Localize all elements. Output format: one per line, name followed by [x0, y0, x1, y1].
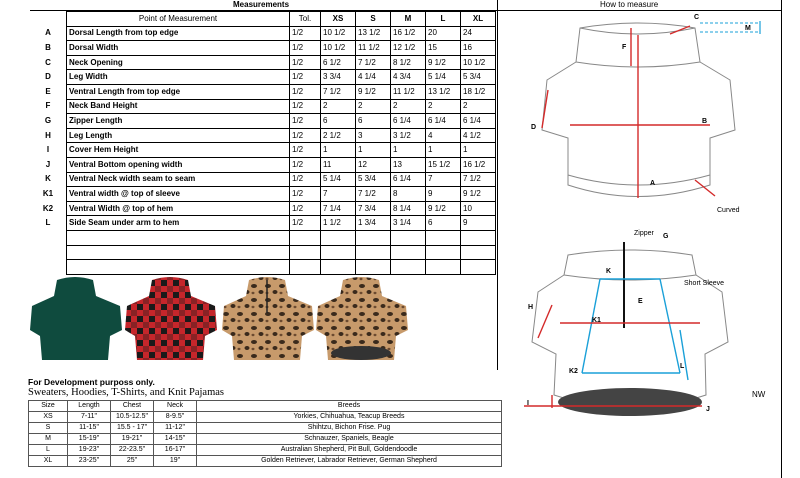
- column-header: M: [391, 12, 426, 27]
- row-letter: L: [30, 216, 67, 231]
- size-cell-breeds: Golden Retriever, Labrador Retriever, German Shepherd: [197, 456, 502, 467]
- cell-m: 11 1/2: [391, 84, 426, 99]
- row-letter: C: [30, 55, 67, 70]
- table-row: [30, 26, 496, 41]
- row-letter: K2: [30, 201, 67, 216]
- column-header: Point of Measurement: [67, 12, 290, 27]
- label-h: H: [528, 304, 534, 311]
- cell-s: 9 1/2: [356, 84, 391, 99]
- development-subtitle: Sweaters, Hoodies, T-Shirts, and Knit Pajamas: [28, 387, 224, 398]
- right-border: [781, 0, 782, 478]
- cell-xl: 1: [461, 143, 496, 158]
- how-to-measure-header: How to measure: [600, 0, 659, 9]
- row-letter: K: [30, 172, 67, 187]
- size-cell-length: 11-15": [68, 423, 111, 434]
- table-row: [30, 84, 496, 99]
- cell-point: Neck Band Height: [67, 99, 290, 114]
- cell-m: 8 1/2: [391, 55, 426, 70]
- cell-tol: 1/2: [290, 114, 321, 129]
- row-letter: E: [30, 84, 67, 99]
- cell-tol: 1/2: [290, 201, 321, 216]
- cell-l: 1: [426, 143, 461, 158]
- cell-s: 1: [356, 143, 391, 158]
- table-row: [30, 128, 496, 143]
- row-letter: B: [30, 41, 67, 56]
- cell-l: 15 1/2: [426, 157, 461, 172]
- label-d: D: [531, 124, 537, 131]
- cell-m: 8: [391, 187, 426, 202]
- divider-line: [497, 0, 498, 370]
- cell-xl: 6 1/4: [461, 114, 496, 129]
- label-e: E: [638, 298, 643, 305]
- cell-xs: 1 1/2: [321, 216, 356, 231]
- size-cell-size: S: [29, 423, 68, 434]
- cell-s: 7 1/2: [356, 187, 391, 202]
- cell-point: Zipper Length: [67, 114, 290, 129]
- cell-m: 16 1/2: [391, 26, 426, 41]
- empty-row: [30, 230, 496, 245]
- table-row: [30, 99, 496, 114]
- cell-m: 2: [391, 99, 426, 114]
- size-column-header: Size: [29, 401, 68, 412]
- cell-xs: 7 1/4: [321, 201, 356, 216]
- size-cell-size: M: [29, 434, 68, 445]
- dorsal-diagram: [520, 10, 780, 225]
- cell-point: Neck Opening: [67, 55, 290, 70]
- table-row: [30, 70, 496, 85]
- row-letter: I: [30, 143, 67, 158]
- cell-xs: 6 1/2: [321, 55, 356, 70]
- size-cell-breeds: Schnauzer, Spaniels, Beagle: [197, 434, 502, 445]
- measure-line-h: [538, 305, 552, 338]
- cell-m: 13: [391, 157, 426, 172]
- label-b: B: [702, 118, 708, 125]
- size-cell-neck: 8-9.5": [154, 412, 197, 423]
- column-header: XL: [461, 12, 496, 27]
- label-k2: K2: [569, 368, 578, 375]
- cell-xl: 16 1/2: [461, 157, 496, 172]
- row-letter: K1: [30, 187, 67, 202]
- label-g: G: [663, 233, 669, 240]
- label-curved: Curved: [717, 207, 740, 214]
- cell-s: 7 3/4: [356, 201, 391, 216]
- row-letter: A: [30, 26, 67, 41]
- cell-m: 4 3/4: [391, 70, 426, 85]
- cell-l: 20: [426, 26, 461, 41]
- row-letter: H: [30, 128, 67, 143]
- cell-tol: 1/2: [290, 157, 321, 172]
- cell-xs: 7 1/2: [321, 84, 356, 99]
- cell-l: 15: [426, 41, 461, 56]
- size-row: [29, 445, 502, 456]
- cell-l: 4: [426, 128, 461, 143]
- label-m: M: [745, 25, 751, 32]
- cell-l: 2: [426, 99, 461, 114]
- cell-tol: 1/2: [290, 55, 321, 70]
- label-zipper: Zipper: [634, 230, 654, 237]
- label-k: K: [606, 268, 612, 275]
- cell-s: 3: [356, 128, 391, 143]
- cell-xs: 1: [321, 143, 356, 158]
- measurements-header: Measurements: [233, 0, 290, 9]
- cell-m: 6 1/4: [391, 172, 426, 187]
- cell-xl: 10 1/2: [461, 55, 496, 70]
- size-cell-breeds: Shihtzu, Bichon Frise. Pug: [197, 423, 502, 434]
- size-cell-chest: 15.5 - 17": [111, 423, 154, 434]
- cell-xs: 10 1/2: [321, 26, 356, 41]
- cell-xl: 7 1/2: [461, 172, 496, 187]
- label-l: L: [680, 363, 685, 370]
- size-breed-table: [28, 400, 502, 467]
- cell-tol: 1/2: [290, 128, 321, 143]
- plaid-sweater-photo: [125, 277, 217, 360]
- empty-row: [30, 245, 496, 260]
- cell-xs: 6: [321, 114, 356, 129]
- cell-xl: 5 3/4: [461, 70, 496, 85]
- leopard-sweater-back-photo: [316, 277, 408, 360]
- size-cell-neck: 11-12": [154, 423, 197, 434]
- size-cell-length: 19-23": [68, 445, 111, 456]
- cell-xs: 5 1/4: [321, 172, 356, 187]
- size-column-header: Length: [68, 401, 111, 412]
- leopard-zip-sweater-photo: [222, 277, 314, 360]
- cell-tol: 1/2: [290, 187, 321, 202]
- size-cell-size: L: [29, 445, 68, 456]
- cell-tol: 1/2: [290, 41, 321, 56]
- label-k1: K1: [592, 317, 601, 324]
- table-header-row: [30, 12, 496, 27]
- size-cell-size: XS: [29, 412, 68, 423]
- cell-xs: 10 1/2: [321, 41, 356, 56]
- cell-s: 7 1/2: [356, 55, 391, 70]
- size-column-header: Chest: [111, 401, 154, 412]
- size-cell-length: 23-25": [68, 456, 111, 467]
- cell-m: 1: [391, 143, 426, 158]
- cell-l: 13 1/2: [426, 84, 461, 99]
- cell-s: 12: [356, 157, 391, 172]
- size-row: [29, 456, 502, 467]
- cell-l: 7: [426, 172, 461, 187]
- cell-point: Ventral Width @ top of hem: [67, 201, 290, 216]
- cell-l: 6 1/4: [426, 114, 461, 129]
- size-cell-size: XL: [29, 456, 68, 467]
- cell-m: 12 1/2: [391, 41, 426, 56]
- cell-m: 3 1/4: [391, 216, 426, 231]
- size-column-header: Neck: [154, 401, 197, 412]
- cell-xs: 2: [321, 99, 356, 114]
- cell-xl: 9 1/2: [461, 187, 496, 202]
- cell-point: Ventral Bottom opening width: [67, 157, 290, 172]
- column-header: XS: [321, 12, 356, 27]
- cell-xs: 7: [321, 187, 356, 202]
- label-f: F: [622, 44, 627, 51]
- cell-l: 9: [426, 187, 461, 202]
- table-row: [30, 114, 496, 129]
- table-row: [30, 216, 496, 231]
- size-table-header: [29, 401, 502, 412]
- cell-tol: 1/2: [290, 216, 321, 231]
- cell-m: 3 1/2: [391, 128, 426, 143]
- label-j: J: [706, 406, 710, 413]
- table-row: [30, 172, 496, 187]
- label-short-sleeve: Short Sleeve: [684, 280, 725, 287]
- row-letter: D: [30, 70, 67, 85]
- size-cell-chest: 22-23.5": [111, 445, 154, 456]
- table-row: [30, 187, 496, 202]
- development-note: For Development purposs only.: [28, 377, 155, 387]
- ventral-sweater-outline: [532, 250, 728, 408]
- column-header: S: [356, 12, 391, 27]
- measurement-table: [30, 11, 496, 275]
- ventral-diagram: [520, 230, 750, 430]
- cell-tol: 1/2: [290, 26, 321, 41]
- cell-xl: 4 1/2: [461, 128, 496, 143]
- row-letter: J: [30, 157, 67, 172]
- cell-xs: 2 1/2: [321, 128, 356, 143]
- row-letter: F: [30, 99, 67, 114]
- cell-l: 5 1/4: [426, 70, 461, 85]
- size-row: [29, 434, 502, 445]
- cell-xl: 24: [461, 26, 496, 41]
- cell-point: Side Seam under arm to hem: [67, 216, 290, 231]
- cell-s: 13 1/2: [356, 26, 391, 41]
- table-row: [30, 143, 496, 158]
- table-row: [30, 41, 496, 56]
- cell-xl: 18 1/2: [461, 84, 496, 99]
- cell-tol: 1/2: [290, 84, 321, 99]
- cell-xl: 16: [461, 41, 496, 56]
- cell-point: Dorsal Length from top edge: [67, 26, 290, 41]
- green-sweater-photo: [30, 277, 122, 360]
- cell-m: 8 1/4: [391, 201, 426, 216]
- nw-mark: NW: [752, 390, 766, 399]
- table-row: [30, 55, 496, 70]
- size-cell-neck: 16-17": [154, 445, 197, 456]
- cell-s: 2: [356, 99, 391, 114]
- cell-s: 6: [356, 114, 391, 129]
- hem-opening: [558, 388, 702, 416]
- size-cell-chest: 19-21": [111, 434, 154, 445]
- size-cell-breeds: Yorkies, Chihuahua, Teacup Breeds: [197, 412, 502, 423]
- cell-s: 4 1/4: [356, 70, 391, 85]
- product-photos: [30, 268, 410, 368]
- size-cell-neck: 19": [154, 456, 197, 467]
- measure-line-l: [680, 330, 688, 380]
- size-row: [29, 412, 502, 423]
- cell-tol: 1/2: [290, 70, 321, 85]
- cell-s: 5 3/4: [356, 172, 391, 187]
- size-column-header: Breeds: [197, 401, 502, 412]
- cell-m: 6 1/4: [391, 114, 426, 129]
- cell-xl: 9: [461, 216, 496, 231]
- column-header: L: [426, 12, 461, 27]
- row-letter: G: [30, 114, 67, 129]
- table-row: [30, 201, 496, 216]
- label-a: A: [650, 180, 656, 187]
- cell-point: Dorsal Width: [67, 41, 290, 56]
- cell-tol: 1/2: [290, 172, 321, 187]
- cell-point: Ventral Neck width seam to seam: [67, 172, 290, 187]
- cell-s: 11 1/2: [356, 41, 391, 56]
- size-cell-chest: 25": [111, 456, 154, 467]
- cell-l: 9 1/2: [426, 201, 461, 216]
- cell-tol: 1/2: [290, 99, 321, 114]
- cell-point: Ventral Length from top edge: [67, 84, 290, 99]
- column-header: Tol.: [290, 12, 321, 27]
- cell-point: Ventral width @ top of sleeve: [67, 187, 290, 202]
- cell-xl: 2: [461, 99, 496, 114]
- cell-xs: 11: [321, 157, 356, 172]
- size-row: [29, 423, 502, 434]
- size-cell-breeds: Australian Shepherd, Pit Bull, Goldendoodle: [197, 445, 502, 456]
- cell-xs: 3 3/4: [321, 70, 356, 85]
- cell-tol: 1/2: [290, 143, 321, 158]
- size-cell-neck: 14-15": [154, 434, 197, 445]
- size-cell-length: 15-19": [68, 434, 111, 445]
- label-c: C: [694, 14, 700, 21]
- cell-point: Leg Length: [67, 128, 290, 143]
- cell-l: 9 1/2: [426, 55, 461, 70]
- size-cell-chest: 10.5-12.5": [111, 412, 154, 423]
- cell-xl: 10: [461, 201, 496, 216]
- cell-point: Leg Width: [67, 70, 290, 85]
- size-cell-length: 7-11": [68, 412, 111, 423]
- label-i: I: [527, 400, 529, 407]
- cell-point: Cover Hem Height: [67, 143, 290, 158]
- cell-s: 1 3/4: [356, 216, 391, 231]
- table-row: [30, 157, 496, 172]
- cell-l: 6: [426, 216, 461, 231]
